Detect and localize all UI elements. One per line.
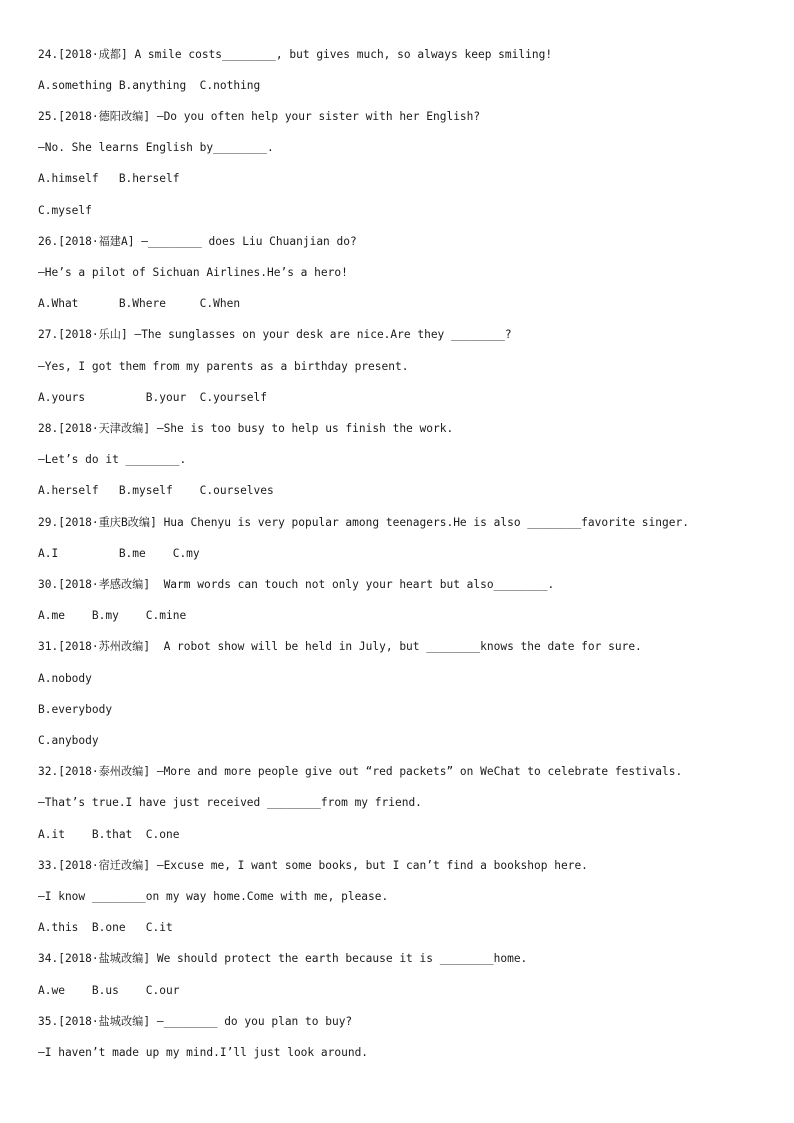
q27-reply: —Yes, I got them from my parents as a birthday present. [38, 360, 409, 373]
q33-reply: —I know ________on my way home.Come with me, please. [38, 890, 389, 903]
q31-option-a: A.nobody [38, 672, 92, 685]
q27-options: A.yours B.your C.yourself [38, 391, 268, 404]
q32-options: A.it B.that C.one [38, 828, 180, 841]
question-32: 32.[2018·泰州改编] —More and more people give out “red packets” on WeChat to celebrate festivals. [38, 765, 683, 778]
q26-reply: —He’s a pilot of Sichuan Airlines.He’s a hero! [38, 266, 348, 279]
q33-options: A.this B.one C.it [38, 921, 173, 934]
q35-reply: —I haven’t made up my mind.I’ll just look around. [38, 1046, 369, 1059]
q29-options: A.I B.me C.my [38, 547, 200, 560]
question-35: 35.[2018·盐城改编] —________ do you plan to buy? [38, 1015, 353, 1028]
q34-options: A.we B.us C.our [38, 984, 180, 997]
question-34: 34.[2018·盐城改编] We should protect the earth because it is ________home. [38, 952, 528, 965]
q28-options: A.herself B.myself C.ourselves [38, 484, 274, 497]
q25-option-c: C.myself [38, 204, 92, 217]
q25-options: A.himself B.herself [38, 172, 180, 185]
question-31: 31.[2018·苏州改编] A robot show will be held in July, but ________knows the date for sure. [38, 640, 642, 653]
question-30: 30.[2018·孝感改编] Warm words can touch not only your heart but also________. [38, 578, 555, 591]
q24-options: A.something B.anything C.nothing [38, 79, 261, 92]
q31-option-b: B.everybody [38, 703, 113, 716]
question-25: 25.[2018·德阳改编] —Do you often help your sister with her English? [38, 110, 481, 123]
question-29: 29.[2018·重庆B改编] Hua Chenyu is very popular among teenagers.He is also ________favorite singer. [38, 516, 689, 529]
question-28: 28.[2018·天津改编] —She is too busy to help us finish the work. [38, 422, 454, 435]
q30-options: A.me B.my C.mine [38, 609, 187, 622]
question-24: 24.[2018·成都] A smile costs________, but gives much, so always keep smiling! [38, 48, 553, 61]
q25-reply: —No. She learns English by________. [38, 141, 274, 154]
question-26: 26.[2018·福建A] —________ does Liu Chuanjian do? [38, 235, 357, 248]
q26-options: A.What B.Where C.When [38, 297, 241, 310]
question-33: 33.[2018·宿迁改编] —Excuse me, I want some books, but I can’t find a bookshop here. [38, 859, 588, 872]
q28-reply: —Let’s do it ________. [38, 453, 187, 466]
q31-option-c: C.anybody [38, 734, 99, 747]
question-27: 27.[2018·乐山] —The sunglasses on your desk are nice.Are they ________? [38, 328, 512, 341]
q32-reply: —That’s true.I have just received ________from my friend. [38, 796, 422, 809]
